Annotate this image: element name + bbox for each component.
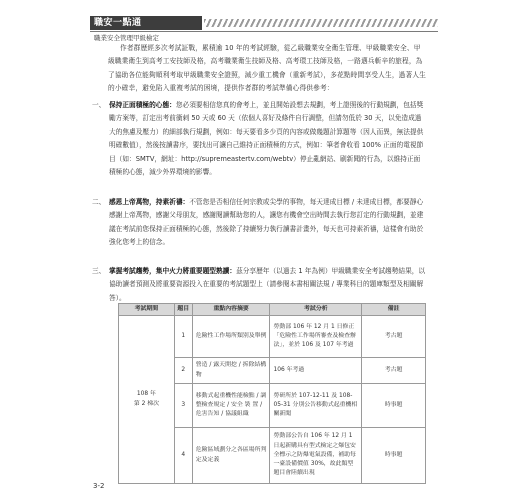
intro-paragraph: 作者群歷經多次考試証戰，累積逾 10 年的考試經驗，從乙級職業安全衛生管理、甲級職業安全、甲級職業衛生到高考工安技師及格，高考職業衛生技師及格、高考環工技師及格，一路邁兵斬辛的旅程，為了協助各位能夠順利考取甲級職業安全證照，減少重工機會（重新考試），多花點時間享受人生，過著人生的小確幸，避免陷入重複考試的困境，提供作者群的考試準備心得供參考： <box>108 44 427 93</box>
page-number: 3-2 <box>93 482 105 490</box>
header-subtitle: 職業安全管理甲級檢定 <box>94 34 159 42</box>
exam-analysis-table <box>118 303 426 484</box>
row-note: 考古題 <box>362 316 426 358</box>
item-text: 您必須要相信您真的會考上，並且開始設想去規劃，考上證照後的行動規劃，包括獎勵方案等，訂定出考前衝刺 50 天或 60 天（依個人喜好及條件自行調整，但請勿低於 30 天，以免造成過大的焦慮及壓力）的細部執行規劃，例如：每天要看多少頁的內容或做幾題計算題等（因人而異，無法提供明確數值），然後按讀書序，要找出可讓自己維持正面積極的方式，例如：筆者會收看 100% 正面的電視節目（如：SMTV，網址：http://supremeastertv.com/webtv）停止亂網站、刷新聞的行為，以維持正面積極的心態，減少外界環境的影響。 <box>109 101 424 177</box>
header-stripe-decoration <box>204 19 438 27</box>
header-badge: 職安一點通 <box>90 16 202 30</box>
table-header-row <box>119 304 426 316</box>
header-rule <box>90 31 438 32</box>
item-heading: 掌握考試趨勢，集中火力將重要題型熟讀： <box>109 267 237 275</box>
row-number: 3 <box>174 384 192 428</box>
col-header-period: 考試期間 <box>119 304 175 316</box>
col-header-analysis: 考試分析 <box>270 304 362 316</box>
row-analysis: 106 年考過 <box>270 358 362 384</box>
table-row <box>119 316 426 358</box>
item-text: 不管您是否相信任何宗教或尖學的事物，每天達成目標 / 未達成目標，都要靜心感謝上帝萬物，感謝父母朋友，感謝閱讀幫助您的人，讓您有機會空出時間去執行您訂定的行動規劃，並建議在考試前您保持正面積極的心態，然後除了持續努力執行讀書計畫外，每天也可持素祈禱，這樣會有助於強化您考上的信念。 <box>109 198 424 247</box>
col-header-no: 題目 <box>174 304 192 316</box>
item-number: 二、 <box>92 198 106 206</box>
item-heading: 感恩上帝萬物，持素祈禱： <box>109 198 190 206</box>
row-summary: 移動式起重機性能檢點 / 調整檢查規定 / 安全 裝 置 / 危害告知 / 協議組織 <box>192 384 270 428</box>
exam-period-cell: 108 年 第 2 梯次 <box>119 316 175 484</box>
item-body <box>109 99 426 179</box>
row-analysis: 勞動部 106 年 12 月 1 日修正「危險性工作場所審查及檢查辦法」，並於 106 及 107 年考過 <box>270 316 362 358</box>
row-note: 時事題 <box>362 384 426 428</box>
col-header-summary: 重點內容摘要 <box>192 304 270 316</box>
col-header-note: 備註 <box>362 304 426 316</box>
item-number: 一、 <box>92 101 106 109</box>
row-note: 時事題 <box>362 428 426 484</box>
item-text: 茲分享歷年（以過去 1 年為例）甲級職業安全考試趨勢結果，以協助讀者預測及將重要資源投入在重要的考試題型上（請參閱本書相關法規 / 專業科目的題庫類型及相關解答）。 <box>109 267 426 302</box>
row-analysis: 勞研所於 107-12-11 及 108-05-31 分別公告移動式起重機相關新聞 <box>270 384 362 428</box>
row-number: 1 <box>174 316 192 358</box>
row-number: 4 <box>174 428 192 484</box>
row-summary: 危險性工作場所類別及舉例 <box>192 316 270 358</box>
row-number: 2 <box>174 358 192 384</box>
item-body <box>109 265 426 305</box>
row-summary: 危險區域劃分之各區場所判定及定義 <box>192 428 270 484</box>
row-analysis: 勞動部公告自 106 年 12 月 1 日起新購具有型式檢定之爆包安全標示之防爆電氣設備，補助每一臺設備價值 30%，故此類型題目會陸續出現 <box>270 428 362 484</box>
item-number: 三、 <box>92 267 106 275</box>
item-heading: 保持正面積極的心態： <box>109 101 176 109</box>
item-body <box>109 196 426 250</box>
row-summary: 營造 / 露天開挖 / 拆除結構物 <box>192 358 270 384</box>
row-note: 考古題 <box>362 358 426 384</box>
